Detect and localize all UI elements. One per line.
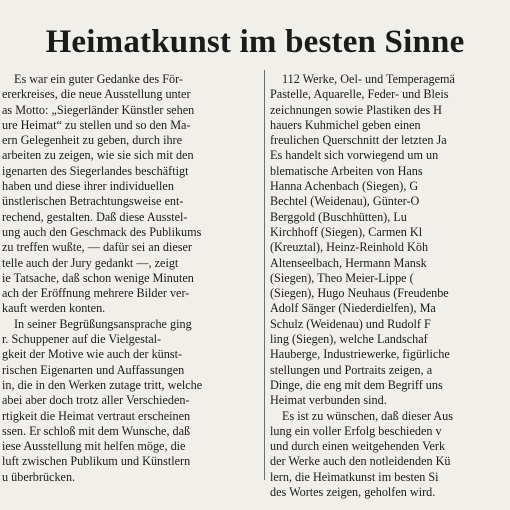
text-line: des Wortes zeigen, geholfen wird. [270,485,436,500]
text-line: Es war ein guter Gedanke des För- [14,72,183,86]
text-line: (Kreuztal), Heinz-Reinhold Köh [270,240,429,255]
text-line: 112 Werke, Oel- und Temperagemä [282,72,455,86]
text-line: r. Schuppener auf die Vielgestal- [2,332,162,347]
text-line: gkeit der Motive wie auch der künst- [2,347,183,362]
text-line: ererkreises, die neue Ausstellung unter [2,87,191,102]
text-line: Pastelle, Aquarelle, Feder- und Bleis [270,87,449,102]
text-line: Hanna Achenbach (Siegen), G [270,179,419,194]
text-line: abei aber doch trotz aller Verschieden- [2,393,190,408]
text-line: lern, die Heimatkunst im besten Si [270,469,439,484]
text-line: Bechtel (Weidenau), Günter-O [270,194,420,209]
text-line: ssen. Er schloß mit dem Wunsche, daß [2,423,191,438]
text-line: hauers Kuhmichel geben einen [270,117,421,132]
text-line: (Siegen), Hugo Neuhaus (Freudenbe [270,286,449,301]
text-line: zeichnungen sowie Plastiken des H [270,102,442,117]
text-line: ling (Siegen), welche Landschaf [270,332,428,347]
text-line: stellungen und Portraits zeigen, a [270,362,433,377]
text-line: igenarten des Siegerlandes beschäftigt [2,163,189,178]
text-line: kauft werden konten. [2,301,106,316]
text-line: zu treffen wußte, — dafür sei an dieser [2,240,192,255]
text-line: luft zwischen Publikum und Künstlern [2,454,191,469]
text-line: ünstlerischen Betrachtungsweise ent- [2,194,184,209]
text-line: Es handelt sich vorwiegend um un [270,148,439,163]
column-divider [264,70,265,480]
text-line: blematische Arbeiten von Hans [270,163,423,178]
text-line: Altenseelbach, Hermann Mansk [270,255,427,270]
text-line: Es ist zu wünschen, daß dieser Aus [282,408,453,423]
text-line: Berggold (Buschhütten), Lu [270,209,407,224]
text-line: ie Tatsache, daß schon wenige Minuten [2,270,194,285]
text-line: telle auch der Jury gedankt —, zeigt [2,255,179,270]
text-line: der Werke auch den notleidenden Kü [270,454,451,469]
text-line: ach der Eröffnung mehrere Bilder ver- [2,286,190,301]
text-line: Adolf Sänger (Niederdielfen), Ma [270,301,436,316]
text-line: haben und diese ihrer individuellen [2,179,174,194]
text-line: Schulz (Weidenau) und Rudolf F [270,316,431,331]
left-column [2,72,260,485]
text-line: (Siegen), Theo Meier-Lippe ( [270,270,414,285]
text-line: ung auch den Geschmack des Publikums [2,224,202,239]
text-line: rischen Eigenarten und Auffassungen [2,362,185,377]
text-line: ure Heimat“ zu stellen und so den Ma- [2,117,191,132]
text-line: u überbrücken. [2,469,76,484]
text-line: lung ein voller Erfolg beschieden v [270,423,442,438]
text-line: rtigkeit die Heimat vertraut erscheinen [2,408,191,423]
text-line: as Motto: „Siegerländer Künstler sehen [2,102,195,117]
text-line: Dinge, die eng mit dem Begriff uns [270,377,443,392]
text-line: Hauberge, Industriewerke, figürliche [270,347,450,362]
text-line: ern Gelegenheit zu geben, durch ihre [2,133,183,148]
text-line: rechend, gestalten. Daß diese Ausstel- [2,209,188,224]
text-line: arbeiten zu zeigen, wie sie sich mit den [2,148,194,163]
text-line: Kirchhoff (Siegen), Carmen Kl [270,224,423,239]
headline: Heimatkunst im besten Sinne [45,24,465,60]
text-line: und durch einen weitgehenden Verk [270,439,446,454]
right-column [270,72,510,500]
text-line: Heimat verbunden sind. [270,393,387,408]
text-line: In seiner Begrüßungsansprache ging [14,316,192,331]
text-line: in, die in den Werken zutage tritt, welche [2,377,203,392]
text-line: iese Ausstellung mit helfen möge, die [2,439,186,454]
text-line: freulichen Querschnitt der letzten Ja [270,133,447,148]
